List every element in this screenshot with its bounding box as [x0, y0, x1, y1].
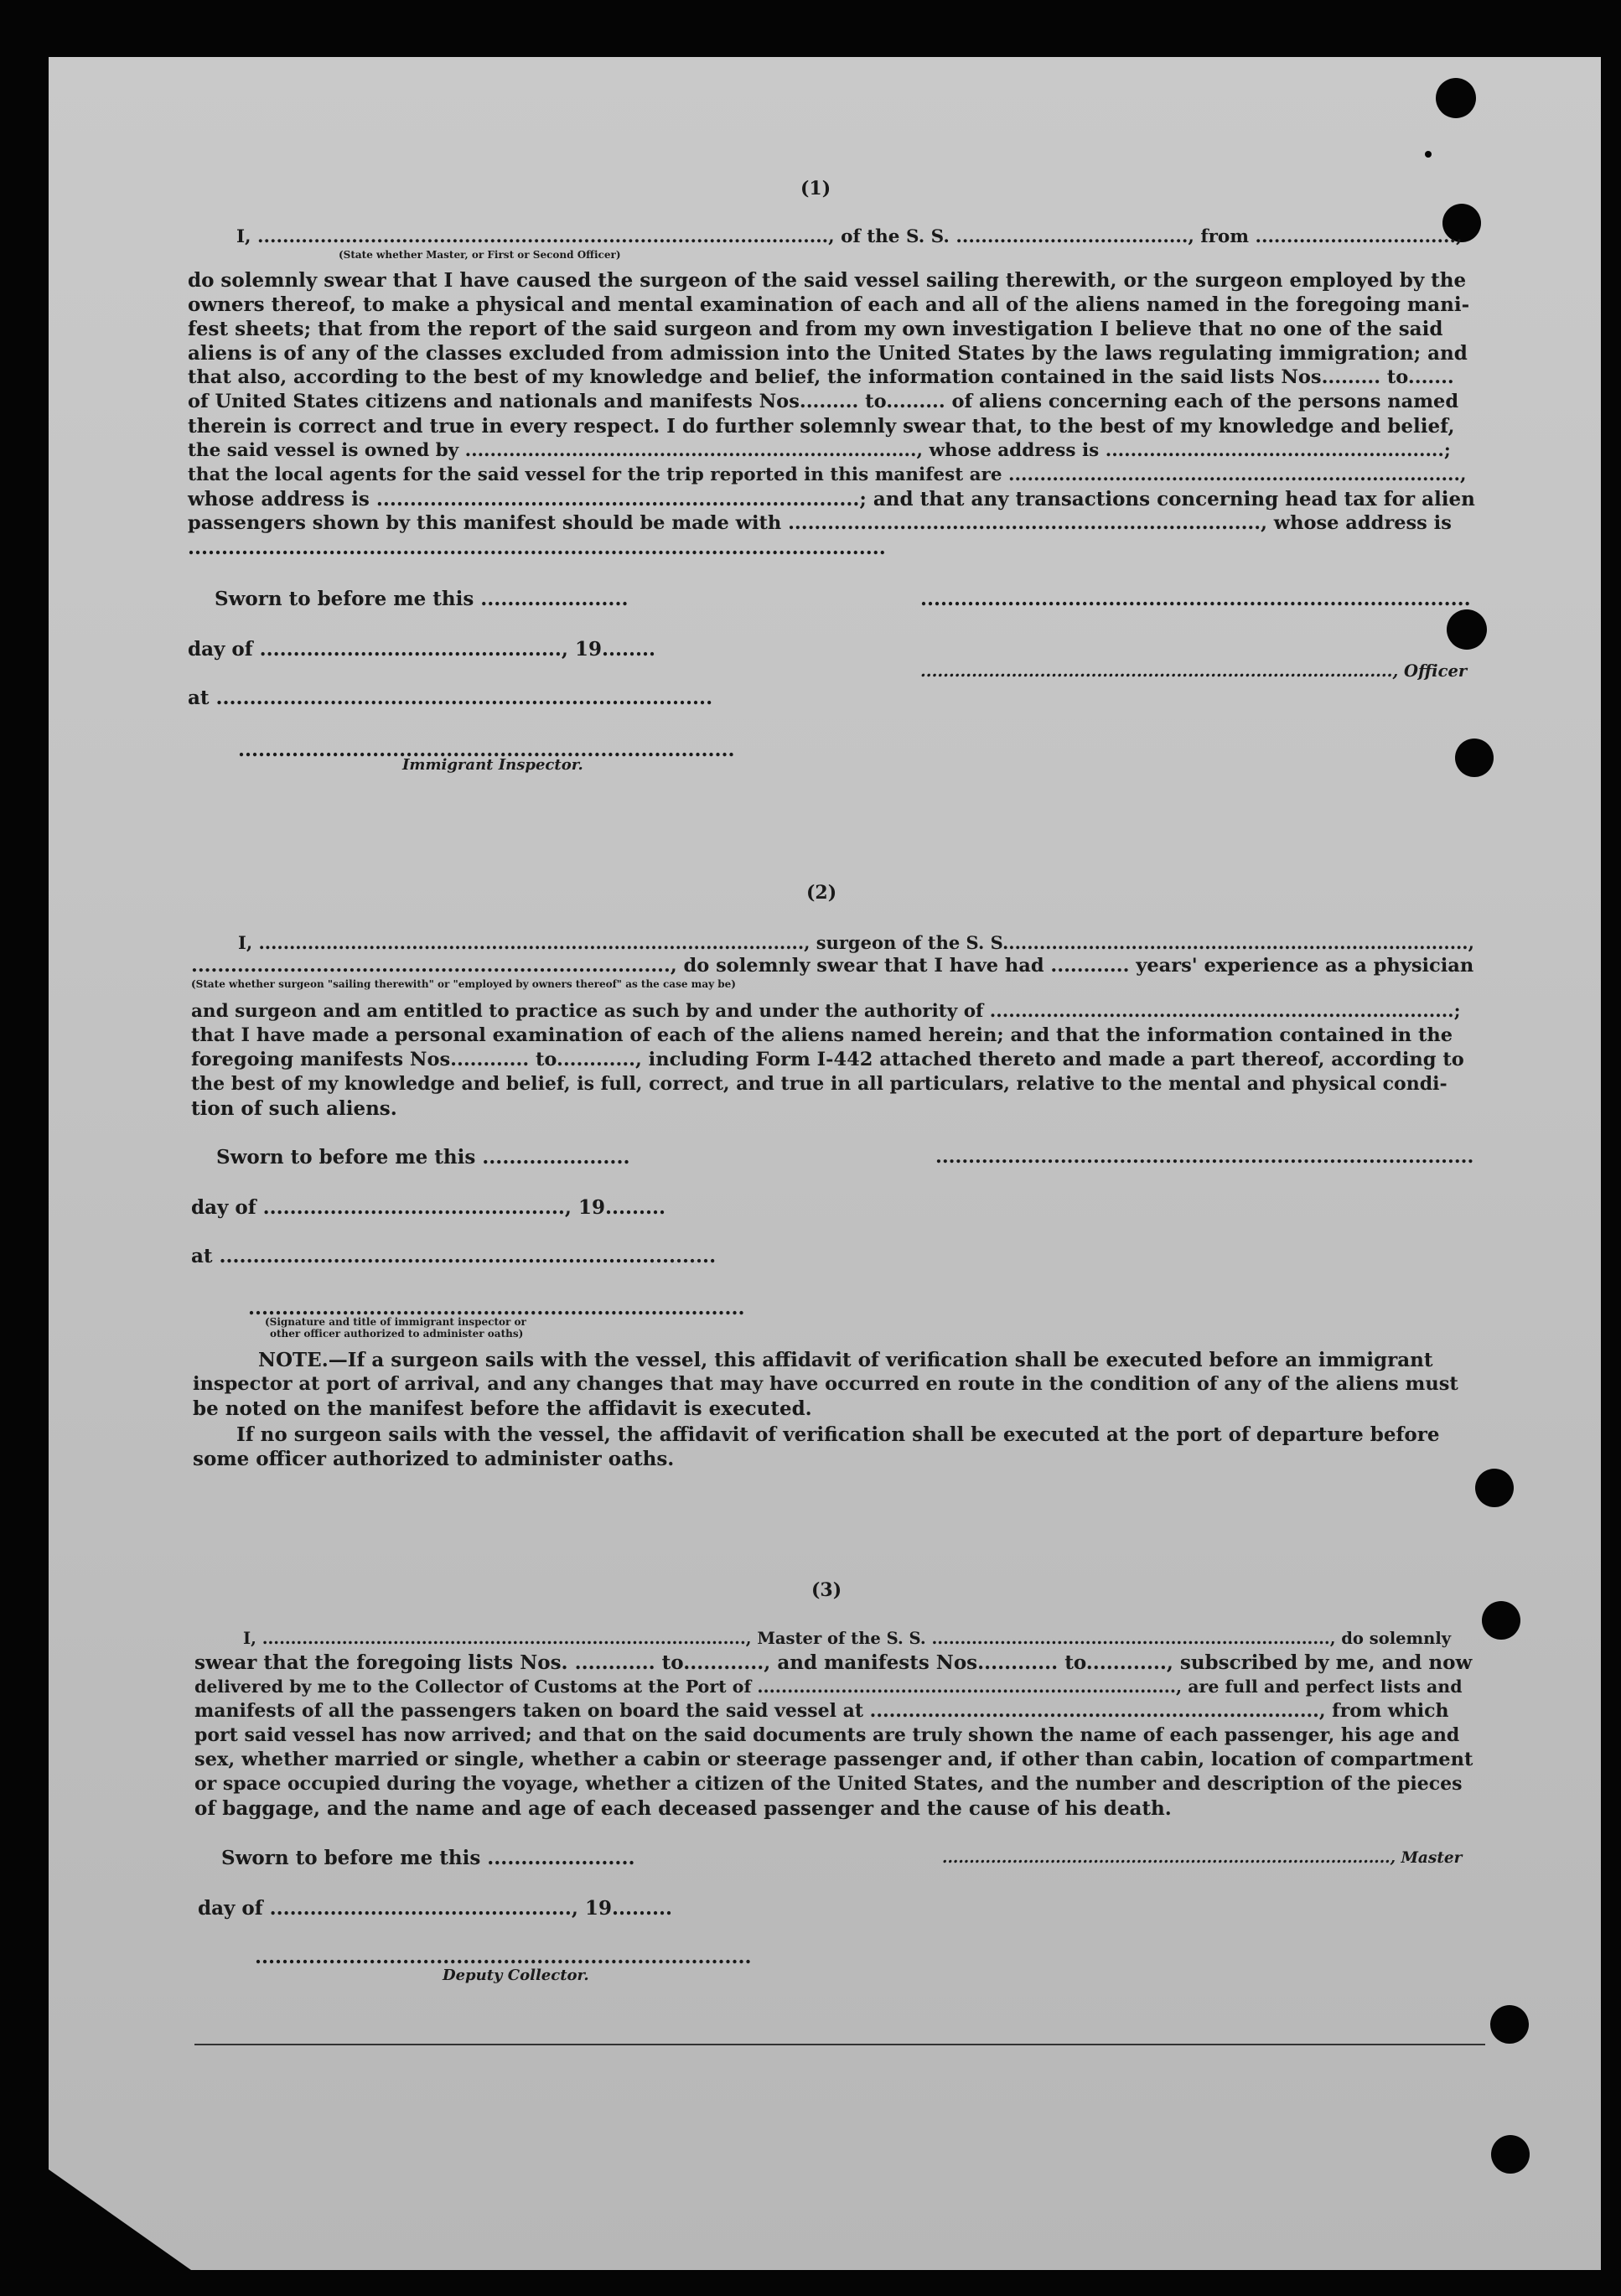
section-3-day-of: day of ............................................., 19......... — [198, 1897, 673, 1920]
section-3-body-line: swear that the foregoing lists Nos. ............ to............, and manifests Nos............ to............, subscribed by me, and now — [194, 1651, 1473, 1674]
section-3-collector-title: Deputy Collector. — [443, 1967, 589, 1984]
section-3-body-line: I, ....................................................................................., Master of the S. S. ......................................................................, do solemnly — [243, 1629, 1452, 1648]
section-3-body-line: manifests of all the passengers taken on board the said vessel at ......................................................................, from which — [194, 1700, 1449, 1722]
section-1-body-line: that the local agents for the said vessel for the trip reported in this manifest are ........................................................................, — [188, 464, 1467, 485]
punch-hole — [1447, 609, 1487, 650]
section-1-body-line: that also, according to the best of my knowledge and belief, the information contained in the said lists Nos......... to....... — [188, 366, 1454, 388]
section-3-body-line: of baggage, and the name and age of each deceased passenger and the cause of his death. — [194, 1797, 1172, 1820]
section-1-officer-signature: ..................................................................................., Officer — [920, 661, 1468, 681]
section-1-inspector-line: .......................................................................... — [238, 739, 735, 761]
section-1-body-line: fest sheets; that from the report of the said surgeon and from my own investigation I believe that no one of the said — [188, 318, 1443, 340]
section-1-sworn: Sworn to before me this ...................... — [215, 588, 629, 610]
section-2-note-line: If no surgeon sails with the vessel, the affidavit of verification shall be executed at the port of departure before — [236, 1423, 1440, 1446]
bottom-rule — [194, 2044, 1485, 2045]
section-3-collector-line: .......................................................................... — [255, 1946, 752, 1968]
section-2-body-line: that I have made a personal examination of each of the aliens named herein; and that the information contained in the — [191, 1024, 1453, 1046]
section-1-at: at .......................................................................... — [188, 687, 713, 709]
section-3-body-line: delivered by me to the Collector of Customs at the Port of ......................................................................, are full and perfect lists and — [194, 1677, 1463, 1697]
section-1-inspector-title: Immigrant Inspector. — [402, 756, 583, 774]
section-1-body-line: do solemnly swear that I have caused the surgeon of the said vessel sailing therewith, or the surgeon employed by the — [188, 269, 1467, 292]
section-1-number: (1) — [800, 178, 831, 200]
section-2-line-2: ........................................................................., do solemnly swear that I have had ............ years' experience as a physician — [191, 955, 1474, 977]
section-1-body-line: the said vessel is owned by ........................................................................, whose address is ......................................................; — [188, 440, 1451, 461]
section-1-body-line: owners thereof, to make a physical and mental examination of each and all of the aliens named in the foregoing mani- — [188, 293, 1470, 316]
punch-hole — [1425, 151, 1432, 158]
section-2-day-of: day of ............................................., 19......... — [191, 1196, 666, 1219]
section-1-body-line: therein is correct and true in every respect. I do further solemnly swear that, to the best of my knowledge and belief, — [188, 415, 1455, 438]
section-2-body-line: and surgeon and am entitled to practice as such by and under the authority of ..........................................................................; — [191, 1001, 1461, 1022]
section-2-body-line: foregoing manifests Nos............ to............, including Form I-442 attached thereto and made a part thereof, according to — [191, 1049, 1464, 1070]
section-2-note-line: NOTE.—If a surgeon sails with the vessel, this affidavit of verification shall be executed before an immigrant — [258, 1349, 1433, 1371]
punch-hole — [1491, 2135, 1530, 2174]
section-1-day-of: day of ............................................., 19........ — [188, 638, 656, 661]
section-2-sworn: Sworn to before me this ...................... — [216, 1146, 630, 1169]
section-1-body-line: of United States citizens and nationals and manifests Nos......... to......... of aliens concerning each of the persons named — [188, 391, 1459, 412]
section-2-note-line: some officer authorized to administer oaths. — [193, 1448, 675, 1470]
section-2-line-2-note: (State whether surgeon "sailing therewith" or "employed by owners thereof" as the case may be) — [191, 978, 736, 990]
section-2-line-1: I, ........................................................................................., surgeon of the S. S............................................................................, — [238, 932, 1474, 953]
section-2-note-line: inspector at port of arrival, and any changes that may have occurred en route in the condition of any of the aliens must — [193, 1373, 1458, 1395]
section-1-body-line: passengers shown by this manifest should be made with ........................................................................, whose address is — [188, 512, 1452, 534]
section-3-body-line: or space occupied during the voyage, whether a citizen of the United States, and the number and description of the pieces — [194, 1773, 1463, 1795]
section-1-body-line: ........................................................................................................ — [188, 536, 886, 559]
section-2-signature-note: (Signature and title of immigrant inspector or — [265, 1316, 526, 1328]
punch-hole — [1436, 78, 1476, 118]
section-1-body-line: aliens is of any of the classes excluded from admission into the United States by the laws regulating immigration; and — [188, 342, 1468, 365]
section-1-officer-line: .................................................................................. — [920, 588, 1471, 610]
section-2-body-line: the best of my knowledge and belief, is full, correct, and true in all particulars, relative to the mental and physical condi- — [191, 1073, 1448, 1095]
section-2-at: at .......................................................................... — [191, 1245, 717, 1267]
punch-hole — [1482, 1601, 1520, 1640]
section-2-body-line: tion of such aliens. — [191, 1097, 397, 1120]
punch-hole — [1475, 1469, 1514, 1507]
section-2-number: (2) — [806, 882, 837, 904]
section-3-sworn: Sworn to before me this ...................... — [221, 1847, 635, 1869]
section-2-signature-line: .......................................................................... — [248, 1297, 745, 1319]
section-1-opening-line: I, ..........................................................................................., of the S. S. ....................................., from ................................, — [236, 226, 1463, 247]
section-3-number: (3) — [811, 1579, 842, 1601]
section-2-signature-note: other officer authorized to administer oaths) — [270, 1328, 524, 1340]
punch-hole — [1455, 739, 1494, 777]
punch-hole — [1490, 2005, 1529, 2044]
section-2-right-line: .................................................................................. — [935, 1146, 1474, 1168]
section-3-body-line: sex, whether married or single, whether a cabin or steerage passenger and, if other than cabin, location of compartment — [194, 1749, 1473, 1770]
section-1-body-line: whose address is ........................................................................; and that any transactions concerning head tax for alien — [188, 488, 1475, 511]
section-1-opening-note: (State whether Master, or First or Second Officer) — [339, 249, 621, 261]
section-3-body-line: port said vessel has now arrived; and that on the said documents are truly shown the name of each passenger, his age and — [194, 1724, 1460, 1746]
section-3-master-signature: ..................................................................................., Master — [942, 1849, 1463, 1867]
section-2-note-line: be noted on the manifest before the affidavit is executed. — [193, 1397, 812, 1420]
